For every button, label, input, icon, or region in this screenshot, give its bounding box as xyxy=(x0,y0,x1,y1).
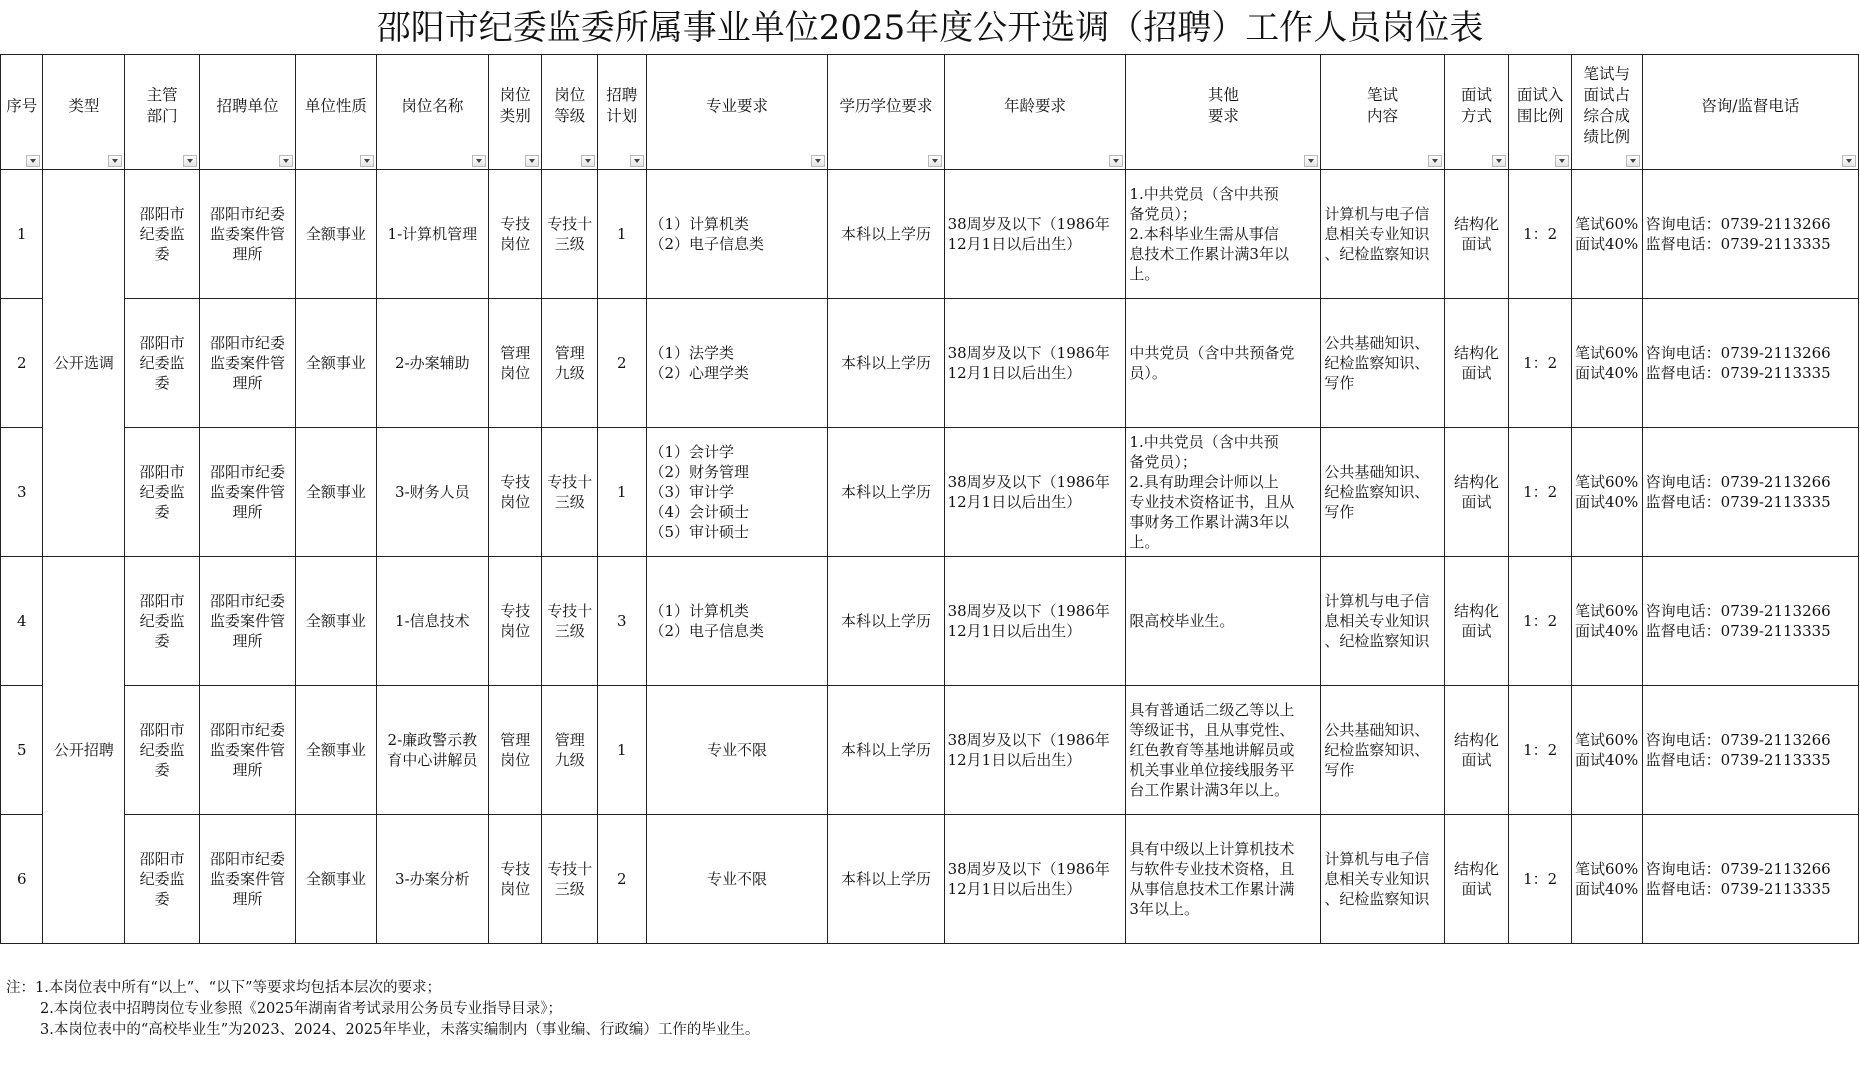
col-header-age[interactable] xyxy=(944,55,1126,170)
cell-plan[interactable]: 1 xyxy=(598,170,646,299)
table-row xyxy=(1,428,1859,557)
filter-dropdown-icon[interactable] xyxy=(525,155,539,167)
header-label: 学历学位要求 xyxy=(839,96,933,115)
cell-edu[interactable]: 本科以上学历 xyxy=(828,428,944,557)
cell-level[interactable]: 专技十 三级 xyxy=(542,557,598,686)
cell-exam[interactable]: 公共基础知识、 纪检监察知识、 写作 xyxy=(1321,686,1444,815)
cell-nature[interactable]: 全额事业 xyxy=(295,686,376,815)
col-header-other[interactable] xyxy=(1126,55,1321,170)
filter-dropdown-icon[interactable] xyxy=(1626,155,1640,167)
cell-phone[interactable]: 咨询电话：0739-2113266 监督电话：0739-2113335 xyxy=(1642,428,1858,557)
header-label: 笔试与 面试占 综合成 绩比例 xyxy=(1583,65,1631,146)
cell-other[interactable]: 具有普通话二级乙等以上 等级证书，且从事党性、 红色教育等基地讲解员或 机关事业单位接线服务平 台工作累计满3年以上。 xyxy=(1126,686,1321,815)
header-label: 面试入 围比例 xyxy=(1516,86,1564,125)
positions-table xyxy=(0,54,1859,944)
cell-ratio[interactable]: 1：2 xyxy=(1509,686,1572,815)
col-header-category[interactable] xyxy=(488,55,542,170)
cell-nature[interactable]: 全额事业 xyxy=(295,428,376,557)
cell-weight[interactable]: 笔试60% 面试40% xyxy=(1571,170,1642,299)
cell-nature[interactable]: 全额事业 xyxy=(295,299,376,428)
cell-exam[interactable]: 计算机与电子信 息相关专业知识 、纪检监察知识 xyxy=(1321,557,1444,686)
cell-level[interactable]: 管理 九级 xyxy=(542,299,598,428)
col-header-nature[interactable] xyxy=(295,55,376,170)
header-label: 年龄要求 xyxy=(1003,96,1066,115)
col-header-post[interactable] xyxy=(376,55,488,170)
footnotes xyxy=(6,978,1846,1041)
cell-other[interactable]: 限高校毕业生。 xyxy=(1126,557,1321,686)
footnote-line: 注：1.本岗位表中所有“以上”、“以下”等要求均包括本层次的要求； xyxy=(6,980,441,996)
filter-dropdown-icon[interactable] xyxy=(1842,155,1856,167)
col-header-weight[interactable] xyxy=(1571,55,1642,170)
cell-unit[interactable]: 邵阳市纪委 监委案件管 理所 xyxy=(200,170,296,299)
cell-age[interactable]: 38周岁及以下（1986年 12月1日以后出生） xyxy=(944,686,1126,815)
header-label: 咨询/监督电话 xyxy=(1701,96,1800,115)
cell-dept[interactable]: 邵阳市 纪委监 委 xyxy=(125,815,200,944)
filter-dropdown-icon[interactable] xyxy=(1492,155,1506,167)
filter-dropdown-icon[interactable] xyxy=(630,155,644,167)
header-label: 其他 要求 xyxy=(1207,86,1239,125)
filter-dropdown-icon[interactable] xyxy=(183,155,197,167)
cell-ratio[interactable]: 1：2 xyxy=(1509,299,1572,428)
cell-post[interactable]: 2-办案辅助 xyxy=(376,299,488,428)
cell-phone[interactable]: 咨询电话：0739-2113266 监督电话：0739-2113335 xyxy=(1642,170,1858,299)
cell-category[interactable]: 管理 岗位 xyxy=(488,686,542,815)
cell-no[interactable]: 6 xyxy=(1,815,43,944)
footnote-line: 2.本岗位表中招聘岗位专业参照《2025年湖南省考试录用公务员专业指导目录》； xyxy=(40,1001,562,1017)
cell-type[interactable]: 公开选调 xyxy=(43,170,125,557)
col-header-phone[interactable] xyxy=(1642,55,1858,170)
cell-category[interactable]: 专技 岗位 xyxy=(488,557,542,686)
cell-edu[interactable]: 本科以上学历 xyxy=(828,557,944,686)
header-label: 笔试 内容 xyxy=(1367,86,1399,125)
cell-weight[interactable]: 笔试60% 面试40% xyxy=(1571,428,1642,557)
col-header-exam[interactable] xyxy=(1321,55,1444,170)
filter-dropdown-icon[interactable] xyxy=(928,155,942,167)
cell-interview[interactable]: 结构化 面试 xyxy=(1444,299,1509,428)
cell-nature[interactable]: 全额事业 xyxy=(295,170,376,299)
col-header-unit[interactable] xyxy=(200,55,296,170)
cell-exam[interactable]: 计算机与电子信 息相关专业知识 、纪检监察知识 xyxy=(1321,815,1444,944)
cell-unit[interactable]: 邵阳市纪委 监委案件管 理所 xyxy=(200,557,296,686)
table-row xyxy=(1,557,1859,686)
filter-dropdown-icon[interactable] xyxy=(279,155,293,167)
cell-plan[interactable]: 3 xyxy=(598,557,646,686)
cell-major[interactable]: （1）法学类 （2）心理学类 xyxy=(646,299,828,428)
table-row xyxy=(1,686,1859,815)
cell-other[interactable]: 1.中共党员（含中共预 备党员）； 2.本科毕业生需从事信 息技术工作累计满3年以 上。 xyxy=(1126,170,1321,299)
cell-post[interactable]: 3-财务人员 xyxy=(376,428,488,557)
page-title: 邵阳市纪委监委所属事业单位2025年度公开选调（招聘）工作人员岗位表 xyxy=(376,8,1484,48)
cell-dept[interactable]: 邵阳市 纪委监 委 xyxy=(125,686,200,815)
cell-major[interactable]: （1）计算机类 （2）电子信息类 xyxy=(646,557,828,686)
cell-ratio[interactable]: 1：2 xyxy=(1509,815,1572,944)
cell-no[interactable]: 4 xyxy=(1,557,43,686)
cell-level[interactable]: 专技十 三级 xyxy=(542,815,598,944)
cell-phone[interactable]: 咨询电话：0739-2113266 监督电话：0739-2113335 xyxy=(1642,557,1858,686)
col-header-major[interactable] xyxy=(646,55,828,170)
col-header-plan[interactable] xyxy=(598,55,646,170)
cell-interview[interactable]: 结构化 面试 xyxy=(1444,170,1509,299)
cell-phone[interactable]: 咨询电话：0739-2113266 监督电话：0739-2113335 xyxy=(1642,815,1858,944)
filter-dropdown-icon[interactable] xyxy=(1428,155,1442,167)
cell-major[interactable]: （1）会计学 （2）财务管理 （3）审计学 （4）会计硕士 （5）审计硕士 xyxy=(646,428,828,557)
cell-category[interactable]: 专技 岗位 xyxy=(488,170,542,299)
cell-post[interactable]: 1-计算机管理 xyxy=(376,170,488,299)
col-header-no[interactable] xyxy=(1,55,43,170)
cell-dept[interactable]: 邵阳市 纪委监 委 xyxy=(125,428,200,557)
header-label: 岗位 等级 xyxy=(554,86,586,125)
cell-weight[interactable]: 笔试60% 面试40% xyxy=(1571,815,1642,944)
col-header-dept[interactable] xyxy=(125,55,200,170)
cell-major[interactable]: 专业不限 xyxy=(646,815,828,944)
cell-phone[interactable]: 咨询电话：0739-2113266 监督电话：0739-2113335 xyxy=(1642,686,1858,815)
cell-age[interactable]: 38周岁及以下（1986年 12月1日以后出生） xyxy=(944,557,1126,686)
cell-exam[interactable]: 公共基础知识、 纪检监察知识、 写作 xyxy=(1321,299,1444,428)
cell-exam[interactable]: 公共基础知识、 纪检监察知识、 写作 xyxy=(1321,428,1444,557)
cell-age[interactable]: 38周岁及以下（1986年 12月1日以后出生） xyxy=(944,815,1126,944)
cell-edu[interactable]: 本科以上学历 xyxy=(828,170,944,299)
cell-no[interactable]: 3 xyxy=(1,428,43,557)
filter-dropdown-icon[interactable] xyxy=(360,155,374,167)
cell-category[interactable]: 专技 岗位 xyxy=(488,428,542,557)
cell-other[interactable]: 中共党员（含中共预备党 员）。 xyxy=(1126,299,1321,428)
cell-edu[interactable]: 本科以上学历 xyxy=(828,686,944,815)
cell-no[interactable]: 5 xyxy=(1,686,43,815)
cell-category[interactable]: 管理 岗位 xyxy=(488,299,542,428)
cell-ratio[interactable]: 1：2 xyxy=(1509,170,1572,299)
cell-plan[interactable]: 1 xyxy=(598,686,646,815)
cell-type[interactable]: 公开招聘 xyxy=(43,557,125,944)
cell-interview[interactable]: 结构化 面试 xyxy=(1444,557,1509,686)
header-row xyxy=(1,55,1859,170)
cell-dept[interactable]: 邵阳市 纪委监 委 xyxy=(125,557,200,686)
filter-dropdown-icon[interactable] xyxy=(811,155,825,167)
cell-major[interactable]: （1）计算机类 （2）电子信息类 xyxy=(646,170,828,299)
cell-unit[interactable]: 邵阳市纪委 监委案件管 理所 xyxy=(200,299,296,428)
cell-level[interactable]: 专技十 三级 xyxy=(542,170,598,299)
cell-dept[interactable]: 邵阳市 纪委监 委 xyxy=(125,170,200,299)
col-header-interview[interactable] xyxy=(1444,55,1509,170)
header-label: 岗位 类别 xyxy=(499,86,531,125)
cell-interview[interactable]: 结构化 面试 xyxy=(1444,815,1509,944)
col-header-edu[interactable] xyxy=(828,55,944,170)
filter-dropdown-icon[interactable] xyxy=(108,155,122,167)
cell-plan[interactable]: 2 xyxy=(598,299,646,428)
cell-other[interactable]: 1.中共党员（含中共预 备党员）； 2.具有助理会计师以上 专业技术资格证书，且从 事财务工作累计满3年以 上。 xyxy=(1126,428,1321,557)
table-row xyxy=(1,299,1859,428)
header-label: 招聘 计划 xyxy=(606,86,638,125)
cell-age[interactable]: 38周岁及以下（1986年 12月1日以后出生） xyxy=(944,299,1126,428)
cell-phone[interactable]: 咨询电话：0739-2113266 监督电话：0739-2113335 xyxy=(1642,299,1858,428)
footnote-line: 3.本岗位表中的“高校毕业生”为2023、2024、2025年毕业，未落实编制内（事业编、行政编）工作的毕业生。 xyxy=(40,1022,760,1038)
filter-dropdown-icon[interactable] xyxy=(581,155,595,167)
cell-weight[interactable]: 笔试60% 面试40% xyxy=(1571,299,1642,428)
cell-post[interactable]: 1-信息技术 xyxy=(376,557,488,686)
filter-dropdown-icon[interactable] xyxy=(1555,155,1569,167)
cell-other[interactable]: 具有中级以上计算机技术 与软件专业技术资格，且 从事信息技术工作累计满 3年以上。 xyxy=(1126,815,1321,944)
header-label: 招聘单位 xyxy=(216,96,279,115)
cell-level[interactable]: 专技十 三级 xyxy=(542,428,598,557)
filter-dropdown-icon[interactable] xyxy=(1304,155,1318,167)
cell-age[interactable]: 38周岁及以下（1986年 12月1日以后出生） xyxy=(944,170,1126,299)
cell-post[interactable]: 2-廉政警示教 育中心讲解员 xyxy=(376,686,488,815)
cell-ratio[interactable]: 1：2 xyxy=(1509,557,1572,686)
cell-post[interactable]: 3-办案分析 xyxy=(376,815,488,944)
cell-unit[interactable]: 邵阳市纪委 监委案件管 理所 xyxy=(200,815,296,944)
cell-edu[interactable]: 本科以上学历 xyxy=(828,815,944,944)
cell-no[interactable]: 2 xyxy=(1,299,43,428)
cell-exam[interactable]: 计算机与电子信 息相关专业知识 、纪检监察知识 xyxy=(1321,170,1444,299)
cell-level[interactable]: 管理 九级 xyxy=(542,686,598,815)
cell-category[interactable]: 专技 岗位 xyxy=(488,815,542,944)
cell-edu[interactable]: 本科以上学历 xyxy=(828,299,944,428)
table-row xyxy=(1,170,1859,299)
cell-unit[interactable]: 邵阳市纪委 监委案件管 理所 xyxy=(200,428,296,557)
cell-unit[interactable]: 邵阳市纪委 监委案件管 理所 xyxy=(200,686,296,815)
cell-plan[interactable]: 1 xyxy=(598,428,646,557)
col-header-level[interactable] xyxy=(542,55,598,170)
header-label: 序号 xyxy=(6,96,38,115)
cell-age[interactable]: 38周岁及以下（1986年 12月1日以后出生） xyxy=(944,428,1126,557)
cell-nature[interactable]: 全额事业 xyxy=(295,557,376,686)
filter-dropdown-icon[interactable] xyxy=(472,155,486,167)
header-label: 类型 xyxy=(68,96,100,115)
cell-ratio[interactable]: 1：2 xyxy=(1509,428,1572,557)
col-header-ratio[interactable] xyxy=(1509,55,1572,170)
header-label: 面试 方式 xyxy=(1460,86,1492,125)
cell-weight[interactable]: 笔试60% 面试40% xyxy=(1571,557,1642,686)
filter-dropdown-icon[interactable] xyxy=(26,155,40,167)
header-label: 专业要求 xyxy=(705,96,768,115)
cell-interview[interactable]: 结构化 面试 xyxy=(1444,686,1509,815)
cell-no[interactable]: 1 xyxy=(1,170,43,299)
header-label: 单位性质 xyxy=(304,96,367,115)
filter-dropdown-icon[interactable] xyxy=(1109,155,1123,167)
table-row xyxy=(1,815,1859,944)
cell-plan[interactable]: 2 xyxy=(598,815,646,944)
cell-interview[interactable]: 结构化 面试 xyxy=(1444,428,1509,557)
cell-nature[interactable]: 全额事业 xyxy=(295,815,376,944)
header-label: 岗位名称 xyxy=(401,96,464,115)
col-header-type[interactable] xyxy=(43,55,125,170)
header-label: 主管 部门 xyxy=(146,86,178,125)
cell-dept[interactable]: 邵阳市 纪委监 委 xyxy=(125,299,200,428)
cell-major[interactable]: 专业不限 xyxy=(646,686,828,815)
cell-weight[interactable]: 笔试60% 面试40% xyxy=(1571,686,1642,815)
